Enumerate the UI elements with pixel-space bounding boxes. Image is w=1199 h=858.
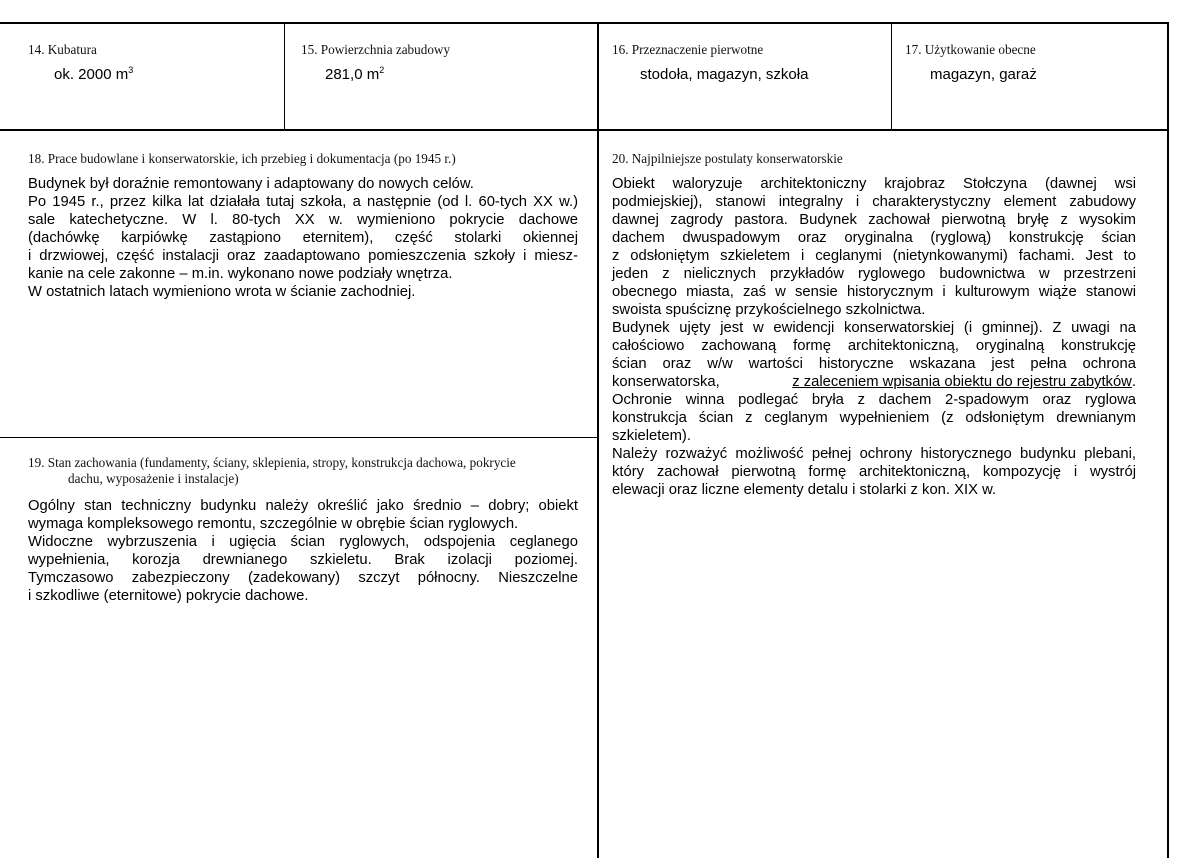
section-20-line: elewacji oraz liczne elementy detalu i stolarki z kon. XIX w. [612, 482, 997, 498]
section-18-line: sale katechetyczne. W l. 80-tych XX w. wymieniono pokrycie dachowe [28, 212, 578, 228]
section-20-line: Należy rozważyć możliwość pełnej ochrony historycznego budynku plebani, [612, 446, 1136, 462]
section-divider-left [0, 437, 597, 438]
field-15-value [325, 66, 384, 83]
field-14-value [54, 66, 133, 83]
field-14-value-exponent: 3 [128, 65, 134, 75]
section-19-label [28, 455, 588, 487]
section-20-line: Obiekt waloryzuje architektoniczny krajobraz Stołczyna (dawnej wsi [612, 176, 1136, 192]
section-19-line: wymaga kompleksowego remontu, szczególnie w obrębie ścian ryglowych. [28, 516, 519, 532]
section-19-label-line2: dachu, wyposażenie i instalacje) [68, 471, 239, 486]
field-16-label: 16. Przeznaczenie pierwotne [612, 42, 764, 57]
field-16-value: stodoła, magazyn, szkoła [640, 66, 809, 83]
section-20-line: Budynek ujęty jest w ewidencji konserwatorskiej (i gminnej). Z uwagi na [612, 320, 1136, 336]
section-19-line: Tymczasowo zabezpieczony (zadekowany) szczyt północny. Nieszczelne [28, 570, 578, 586]
col-divider-3 [891, 23, 892, 130]
section-20-line: całościowo zachowaną formę architektoniczną, oryginalną konstrukcję [612, 338, 1136, 354]
section-20-line: dachem dwuspadowym oraz oryginalna (ryglową) konstrukcję ścian [612, 230, 1136, 246]
field-14-label: 14. Kubatura [28, 42, 97, 57]
field-17-label: 17. Użytkowanie obecne [905, 42, 1036, 57]
section-18-label: 18. Prace budowlane i konserwatorskie, ich przebieg i dokumentacja (po 1945 r.) [28, 151, 456, 166]
section-20-line: konstrukcja ścian z ceglanym wypełnieniem (z odsłoniętym drewnianym [612, 410, 1136, 426]
section-18-line: Budynek był doraźnie remontowany i adaptowany do nowych celów. [28, 176, 474, 192]
section-19-line: Widoczne wybrzuszenia i ugięcia ścian ryglowych, odspojenia ceglanego [28, 534, 578, 550]
section-18-line: Po 1945 r., przez kilka lat działała tutaj szkoła, a następnie (od l. 60-tych XX w.) [28, 194, 578, 210]
section-20-line: z odsłoniętym szkieletem i ceglanymi (nietynkowanymi) fachami. Jest to [612, 248, 1136, 264]
section-18-line: kanie na cele zakonne – m.in. wykonano nowe podziały wnętrza. [28, 266, 453, 282]
field-15-value-text: 281,0 m [325, 66, 380, 83]
field-15-label: 15. Powierzchnia zabudowy [301, 42, 451, 57]
section-20-line: Ochronie winna podlegać bryła z dachem 2-spadowym oraz ryglowa [612, 392, 1136, 408]
section-20-line12-start: konserwatorska, [612, 374, 724, 390]
section-20-line: ścian oraz w/w wartości historyczne wskazana jest pełna ochrona [612, 356, 1136, 372]
section-20-line-recommendation [612, 373, 1136, 391]
row-divider [0, 129, 1168, 131]
section-19-text [28, 497, 578, 605]
section-18-line: i drzwiowej, część instalacji oraz zaadaptowano pomieszczenia szkoły i miesz- [28, 248, 578, 264]
section-20-line: szkieletem). [612, 428, 691, 444]
section-20-line: podmiejskiej), stanowi integralny i charakterystyczny element zabudowy [612, 194, 1136, 210]
section-18-line: (dachówkę karpiówkę zastąpiono eternitem), część stolarki okiennej [28, 230, 578, 246]
section-18-text [28, 175, 578, 301]
section-20-label: 20. Najpilniejsze postulaty konserwatorskie [612, 151, 843, 166]
top-rule [0, 22, 1168, 24]
section-20-text [612, 175, 1136, 499]
section-19-line: Ogólny stan techniczny budynku należy określić jako średnio – dobry; obiekt [28, 498, 578, 514]
section-19-line: i szkodliwe (eternitowe) pokrycie dachowe. [28, 588, 309, 604]
section-19-label-line1: 19. Stan zachowania (fundamenty, ściany, sklepienia, stropy, konstrukcja dachowa, pokrycie [28, 455, 516, 470]
section-19-line: wypełnienia, korozja drewnianego szkieletu. Brak izolacji poziomej. [28, 552, 578, 568]
field-14-value-text: ok. 2000 m [54, 66, 129, 83]
section-20-line: swoista spuściznę przykościelnego szkolnictwa. [612, 302, 926, 318]
field-17-value: magazyn, garaż [930, 66, 1037, 83]
col-divider-main [597, 23, 599, 858]
field-15-value-exponent: 2 [379, 65, 385, 75]
section-20-line: obecnego miasta, zaś w sensie historycznym i kulturowym wiąże stanowi [612, 284, 1136, 300]
section-20-line12-end: . [1131, 374, 1136, 390]
right-border [1167, 22, 1169, 858]
section-18-line: W ostatnich latach wymieniono wrota w ścianie zachodniej. [28, 284, 416, 300]
section-20-register-recommendation: z zaleceniem wpisania obiektu do rejestru zabytków [792, 374, 1132, 390]
section-20-line: dawnej zagrody pastora. Budynek zachował pierwotną bryłę z wysokim [612, 212, 1136, 228]
col-divider-1 [284, 23, 285, 130]
section-20-line: jeden z nielicznych przykładów ryglowego budownictwa w przestrzeni [612, 266, 1136, 282]
section-20-line: który zachował pierwotną formę architektoniczną, kompozycję i wystrój [612, 464, 1136, 480]
